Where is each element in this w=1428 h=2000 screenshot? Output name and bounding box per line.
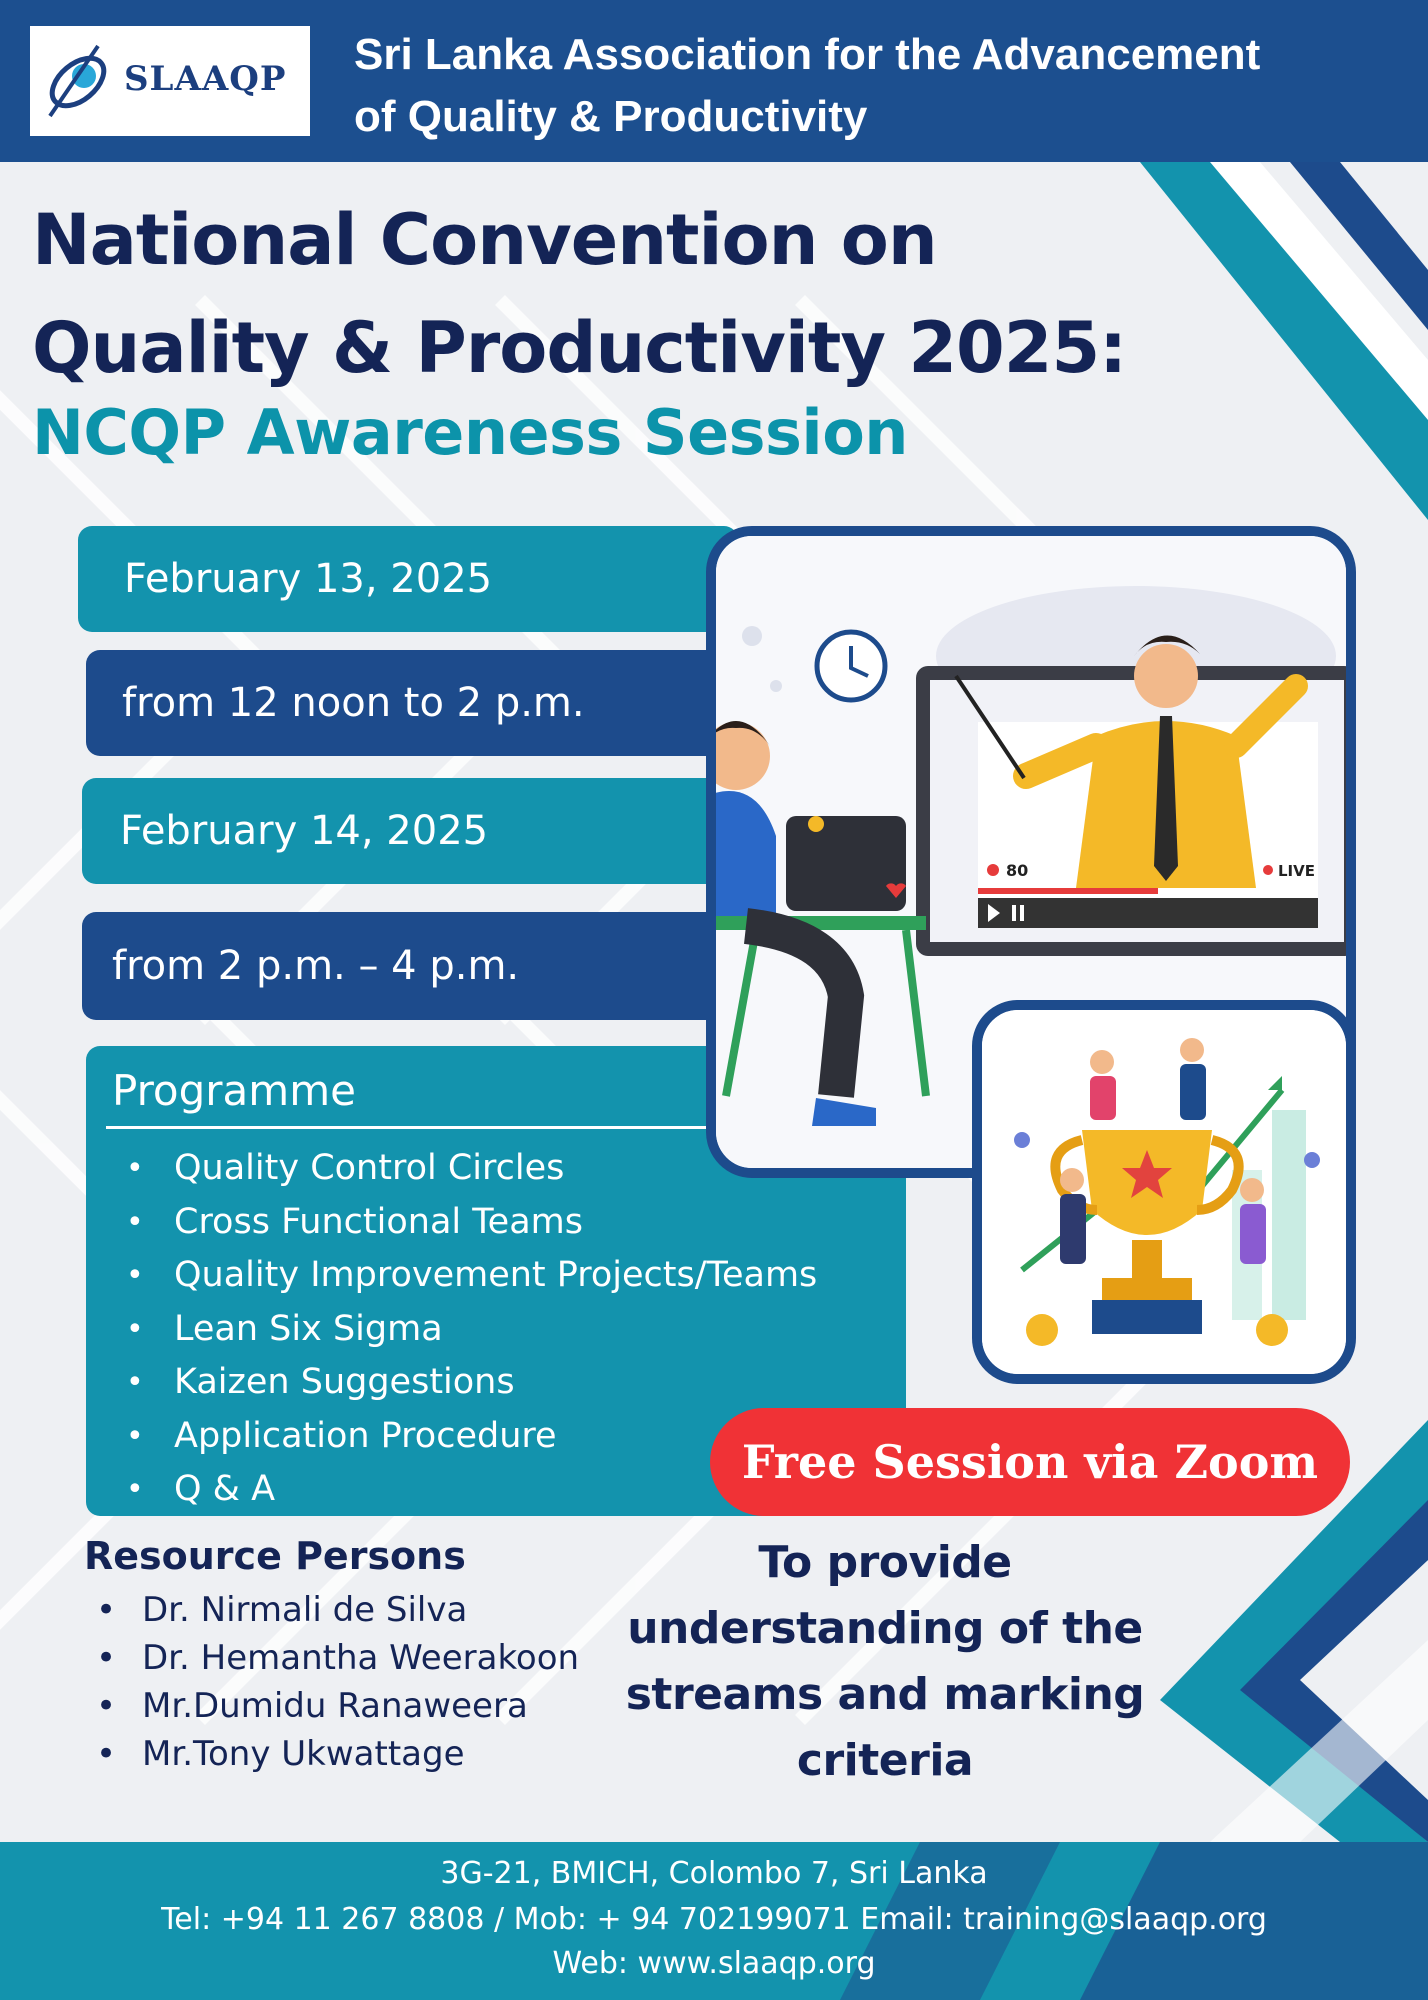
logo-text: SLAAQP [124,59,287,99]
programme-heading: Programme [112,1066,356,1115]
programme-item: • Kaizen Suggestions [126,1356,817,1410]
resource-person: • Mr.Dumidu Ranaweera [96,1682,579,1730]
footer-address: 3G-21, BMICH, Colombo 7, Sri Lanka [440,1856,988,1891]
programme-item: • Cross Functional Teams [126,1196,817,1250]
resource-person: • Mr.Tony Ukwattage [96,1730,579,1778]
date-pill-1 [78,526,738,632]
logo-emblem-icon [38,36,118,126]
resource-persons-list [96,1586,579,1778]
purpose-line3: streams and marking [625,1669,1145,1720]
programme-divider [106,1126,796,1129]
programme-item: • Quality Improvement Projects/Teams [126,1249,817,1303]
time-text-2: from 2 p.m. – 4 p.m. [112,943,520,989]
programme-item: • Quality Control Circles [126,1142,817,1196]
resource-person: • Dr. Nirmali de Silva [96,1586,579,1634]
organization-name-line1: Sri Lanka Association for the Advancement [354,30,1261,79]
session-purpose [610,1530,1160,1794]
page-title [32,186,1232,402]
date-text-2: February 14, 2025 [120,808,489,854]
page-subtitle: NCQP Awareness Session [32,396,908,469]
header-bar [0,0,1428,162]
purpose-line2: understanding of the [627,1603,1143,1654]
live-label: LIVE [1278,862,1315,880]
resource-persons-heading: Resource Persons [84,1534,466,1578]
resource-person: • Dr. Hemantha Weerakoon [96,1634,579,1682]
time-pill-2 [82,912,742,1020]
programme-item: • Application Procedure [126,1410,817,1464]
footer-contact[interactable]: Tel: +94 11 267 8808 / Mob: + 94 702199071 Email: training@slaaqp.org [161,1902,1267,1937]
programme-item: • Q & A [126,1463,817,1517]
time-text-1: from 12 noon to 2 p.m. [122,680,585,726]
free-session-badge: Free Session via Zoom [710,1408,1350,1516]
purpose-line1: To provide [758,1537,1012,1588]
footer-bar [0,1842,1428,2000]
time-pill-1 [86,650,746,756]
date-text-1: February 13, 2025 [124,556,493,602]
trophy-team-illustration [982,1010,1346,1374]
organization-name-line2: of Quality & Productivity [354,92,868,141]
footer-website[interactable]: Web: www.slaaqp.org [552,1946,876,1981]
purpose-line4: criteria [796,1735,974,1786]
clock-icon [817,632,885,700]
logo [30,26,310,136]
page-title-line2: Quality & Productivity 2025: [32,307,1127,389]
organization-name [354,24,1394,148]
date-pill-2 [82,778,742,884]
trophy-illustration [972,1000,1356,1384]
viewer-count: 80 [1006,861,1029,880]
page-title-line1: National Convention on [32,199,937,281]
programme-item: • Lean Six Sigma [126,1303,817,1357]
